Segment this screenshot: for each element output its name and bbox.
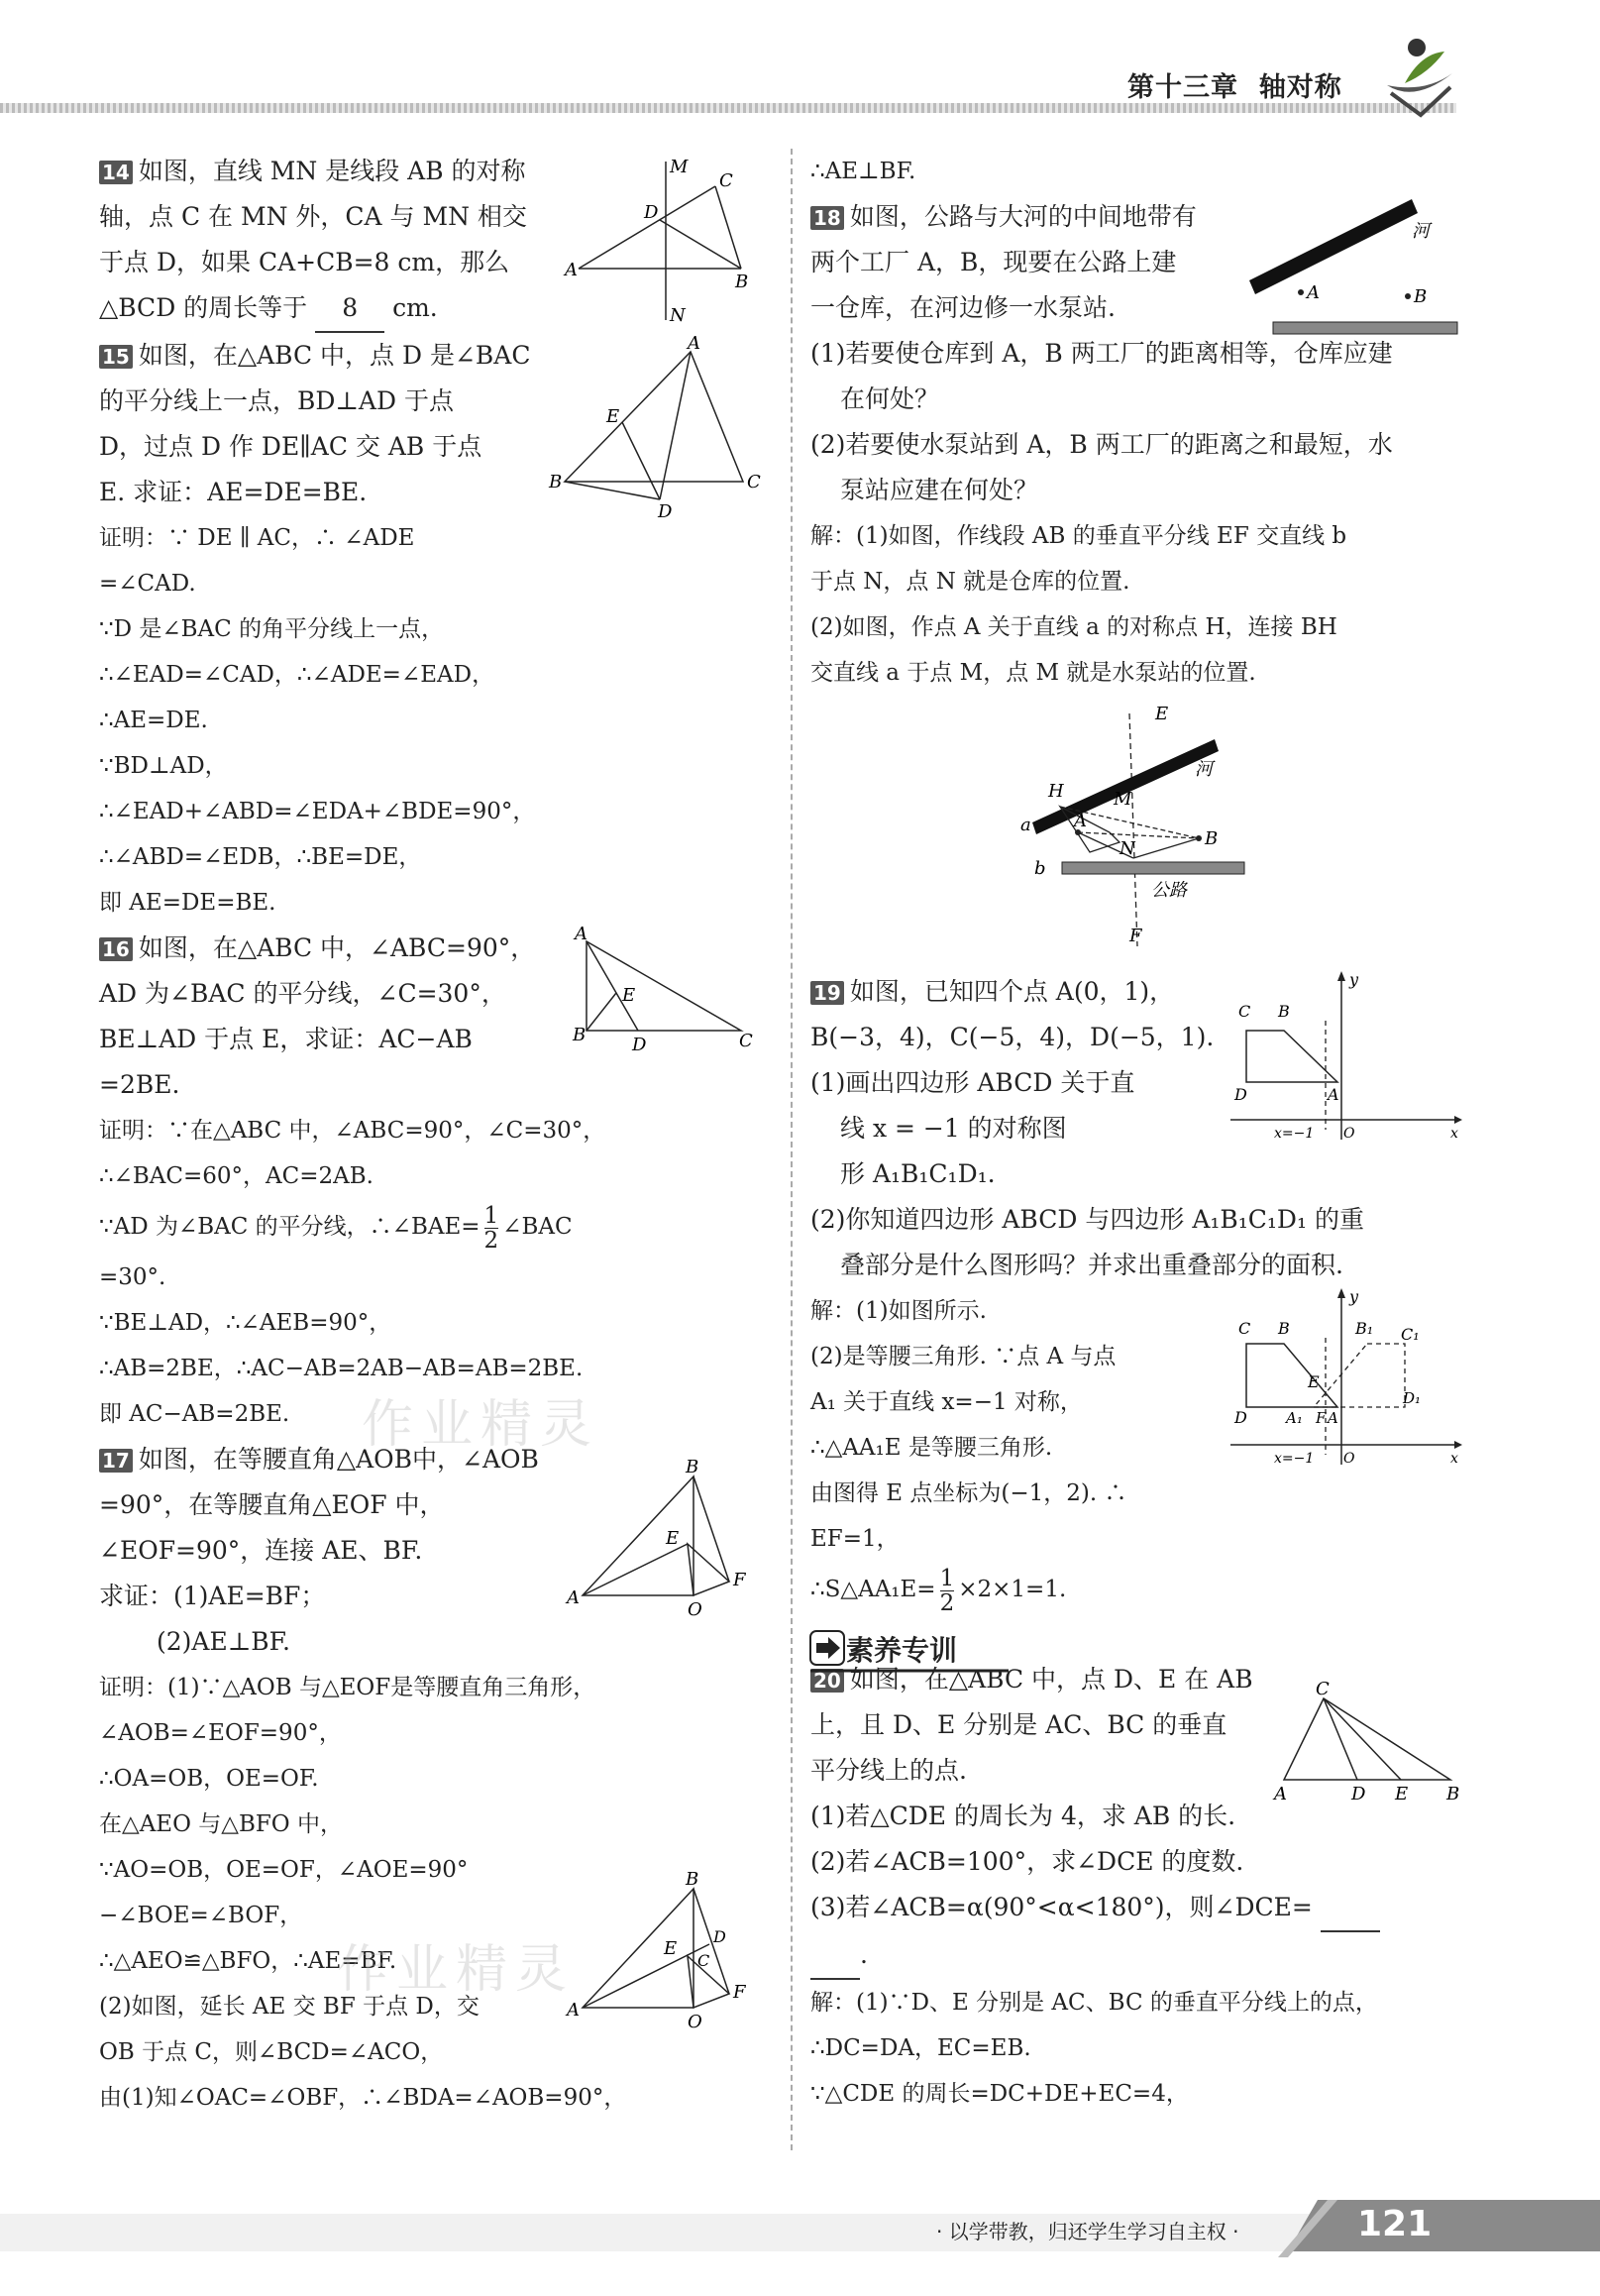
column-divider xyxy=(791,149,793,2150)
label-C: C xyxy=(739,1031,753,1051)
solution-line: ∴∠EAD+∠ABD=∠EDA+∠BDE=90°， xyxy=(99,799,536,824)
label-O: O xyxy=(1343,1451,1355,1467)
label-E: E xyxy=(1155,704,1169,724)
label-B: B xyxy=(1446,1784,1460,1804)
text-line: 于点 D，如果 CA+CB=8 cm，那么 xyxy=(99,248,510,276)
solution-line: ∠AOB=∠EOF=90°， xyxy=(99,1720,342,1746)
chapter-header xyxy=(1127,65,1342,104)
solution-line: ∴△AA₁E 是等腰三角形. xyxy=(810,1435,1053,1461)
text-line: 如图，在等腰直角△AOB中，∠AOB xyxy=(138,1445,539,1474)
figure-14 xyxy=(565,157,763,325)
label-C: C xyxy=(747,472,761,492)
figure-15 xyxy=(545,333,763,522)
text-line: AD 为∠BAC 的平分线，∠C=30°， xyxy=(99,979,506,1008)
label-x-eq: x=−1 xyxy=(1274,1451,1315,1467)
label-C1: C₁ xyxy=(1401,1325,1420,1344)
fraction xyxy=(484,1204,499,1253)
text-line: 叠部分是什么图形吗？并求出重叠部分的面积. xyxy=(840,1251,1343,1279)
text-line: 的平分线上一点，BD⊥AD 于点 xyxy=(99,386,454,415)
figure-20 xyxy=(1268,1679,1466,1804)
solution-line: ∠BAC xyxy=(502,1214,573,1240)
label-b: b xyxy=(1034,858,1046,879)
label-D: D xyxy=(644,202,659,223)
right-column: ∴AE⊥BF. 18 如图，公路与大河的中间地带有 两个工厂 A，B，现要在公路上建 一仓库，在河边修一水泵站. (1)若要使仓库到 A，B 两工厂的距离相等，仓库应建 在何处？ (2)若要使水泵站到 A，B 两工厂的距离之和最短，水 泵站应建在何处？ 解：(1)如图，作线段 AB 的垂直平分线 EF 交直线 b 于点 N，点 N 就是仓库的位置. (2)如图，作点 A 关于直线 a 的对称点 H，连接 BH 交直线 a 于点 M，点 M 就是水泵站的位置. 19 如图，已知四个点 A(0，1)， B(−3，4)，C(−5，4)，D(−5，1). (1)画出四边形 ABCD 关于直 线 x = −1 的对称图 形 A₁B₁C₁D₁. (2)你知道四边形 ABCD 与四边形 A₁B₁C₁D₁ 的重 叠部分是什么图形吗？并求出重叠部分的面积. 解：(1)如图所示. (2)是等腰三角形. ∵点 A 与点 A₁ 关于直线 x=−1 对称， ∴△AA₁E 是等腰三角形. 由图得 E 点坐标为(−1，2). ∴ EF=1， ∴S△AA₁E= $\frac{1}{2}$ ×2×1=1. 20 如图，在△ABC 中，点 D、E 在 AB 上，且 D、E 分别是 AC、BC 的垂直 平分线上的点. (1)若△CDE 的周长为 4，求 AB 的长. (2)若∠ACB=100°，求∠DCE 的度数. (3)若∠ACB=α(90°<α<180°)，则∠DCE= . 解：(1)∵D、E 分别是 AC、BC 的垂直平分线上的点， ∴DC=DA，EC=EB. ∵△CDE 的周长=DC+DE+EC=4， xyxy=(810,149,1464,2117)
label-H: H xyxy=(1048,781,1064,802)
label-F: F xyxy=(1316,1409,1327,1427)
label-A: A xyxy=(1074,811,1087,831)
label-D: D xyxy=(1351,1784,1366,1804)
solution-line: 证明：∵ DE ∥ AC，∴ ∠ADE xyxy=(99,525,415,551)
text-line: 如图，在△ABC 中，点 D、E 在 AB xyxy=(849,1665,1253,1694)
solution-line: ∵BE⊥AD，∴∠AEB=90°， xyxy=(99,1310,392,1336)
solution-line: 由(1)知∠OAC=∠OBF，∴∠BDA=∠AOB=90°， xyxy=(99,2085,627,2111)
label-O: O xyxy=(688,2012,702,2032)
label-a: a xyxy=(1020,815,1031,835)
solution-line: 在△AEO 与△BFO 中， xyxy=(99,1811,343,1837)
text-line: 一仓库，在河边修一水泵站. xyxy=(810,293,1116,322)
watermark: 作业精灵 xyxy=(362,1395,600,1455)
text-line: BE⊥AD 于点 E，求证：AC−AB xyxy=(99,1025,473,1053)
label-O: O xyxy=(1343,1126,1355,1142)
label-M: M xyxy=(1114,789,1132,810)
text-line: (1)若要使仓库到 A，B 两工厂的距离相等，仓库应建 xyxy=(810,339,1393,368)
section-header xyxy=(810,1625,1009,1671)
solution-line: ∵AO=OB，OE=OF，∠AOE=90° xyxy=(99,1857,469,1883)
label-B: B xyxy=(1205,828,1219,849)
solution-line: ∴AB=2BE，∴AC−AB=2AB−AB=AB=2BE. xyxy=(99,1356,584,1381)
text-line: 形 A₁B₁C₁D₁. xyxy=(840,1159,996,1188)
label-E: E xyxy=(666,1528,680,1549)
text-line: (2)你知道四边形 ABCD 与四边形 A₁B₁C₁D₁ 的重 xyxy=(810,1205,1364,1234)
text-line: 在何处？ xyxy=(840,384,940,413)
text-line: (2)若∠ACB=100°，求∠DCE 的度数. xyxy=(810,1847,1244,1876)
chapter-title: 轴对称 xyxy=(1258,72,1342,103)
solution-line: ∴DC=DA，EC=EB. xyxy=(810,2035,1031,2061)
label-B: B xyxy=(686,1869,699,1890)
text-line: 如图，在△ABC 中，点 D 是∠BAC xyxy=(138,341,531,370)
label-O: O xyxy=(688,1599,702,1620)
text-line: cm. xyxy=(392,293,438,322)
label-N: N xyxy=(1120,838,1135,859)
arrow-icon xyxy=(810,1631,844,1665)
numerator: 1 xyxy=(483,1202,499,1229)
label-F: F xyxy=(1129,926,1142,946)
text-line: 上，且 D、E 分别是 AC、BC 的垂直 xyxy=(810,1710,1227,1739)
label-river: 河 xyxy=(1412,221,1430,242)
solution-line: EF=1， xyxy=(810,1526,900,1552)
text-line: (1)若△CDE 的周长为 4，求 AB 的长. xyxy=(810,1802,1236,1830)
header-rule xyxy=(0,103,1456,113)
figure-19b xyxy=(1225,1288,1462,1467)
label-C: C xyxy=(1238,1002,1251,1021)
footer-slogan: · 以学带教，归还学生学习自主权 · xyxy=(936,2220,1239,2243)
label-A: A xyxy=(1328,1085,1339,1104)
solution-line: ∴△AEO≌△BFO，∴AE=BF. xyxy=(99,1948,397,1974)
solution-line: A₁ 关于直线 x=−1 对称， xyxy=(810,1389,1083,1415)
solution-line: 解：(1)如图所示. xyxy=(810,1298,987,1324)
text-line: 如图，直线 MN 是线段 AB 的对称 xyxy=(138,157,526,185)
text-line: 求证：(1)AE=BF； xyxy=(99,1582,326,1610)
text-line: (2)若要使水泵站到 A，B 两工厂的距离之和最短，水 xyxy=(810,430,1393,459)
text-line: E. 求证：AE=DE=BE. xyxy=(99,478,368,506)
label-F: F xyxy=(733,1570,746,1590)
label-x-eq: x=−1 xyxy=(1274,1126,1315,1142)
question-number: 15 xyxy=(99,345,133,369)
label-B: B xyxy=(1278,1002,1290,1021)
text-line: 如图，已知四个点 A(0，1)， xyxy=(849,977,1175,1006)
book-leaf-logo-icon xyxy=(1385,34,1454,117)
numerator: 1 xyxy=(939,1565,955,1591)
solution-line: =∠CAD. xyxy=(99,571,196,597)
question-number: 16 xyxy=(99,937,133,961)
label-D: D xyxy=(713,1927,726,1946)
label-C: C xyxy=(697,1951,710,1970)
solution-line: ∴∠EAD=∠CAD，∴∠ADE=∠EAD， xyxy=(99,662,495,688)
figure-18 xyxy=(1243,193,1466,347)
solution-line: ∵AD 为∠BAC 的平分线，∴∠BAE= xyxy=(99,1214,480,1240)
label-D: D xyxy=(1234,1085,1247,1104)
solution-line: ∴S△AA₁E= xyxy=(810,1577,936,1602)
label-B: B xyxy=(686,1457,699,1477)
label-B: B xyxy=(1414,286,1428,307)
text-line: B(−3，4)，C(−5，4)，D(−5，1). xyxy=(810,1023,1215,1051)
label-A: A xyxy=(565,260,578,280)
answer-blank xyxy=(810,1932,860,1980)
solution-line: 即 AE=DE=BE. xyxy=(99,890,276,916)
figure-16 xyxy=(573,924,771,1055)
label-E: E xyxy=(1395,1784,1409,1804)
label-B: B xyxy=(1278,1319,1290,1338)
text-line: △BCD 的周长等于 xyxy=(99,293,308,322)
text-line: 泵站应建在何处？ xyxy=(840,476,1039,504)
solution-line: (2)如图，作点 A 关于直线 a 的对称点 H，连接 BH xyxy=(810,614,1337,640)
denominator: 2 xyxy=(483,1227,499,1254)
chapter-number: 第十三章 xyxy=(1127,72,1238,103)
label-C: C xyxy=(1238,1319,1251,1338)
text-line: 平分线上的点. xyxy=(810,1756,967,1785)
solution-line: ∴∠ABD=∠EDB，∴BE=DE， xyxy=(99,844,422,870)
figure-17 xyxy=(565,1457,763,1620)
text-line: =2BE. xyxy=(99,1070,180,1099)
denominator: 2 xyxy=(939,1589,955,1616)
label-B: B xyxy=(549,472,563,492)
solution-line: (2)如图，延长 AE 交 BF 于点 D，交 xyxy=(99,1994,480,2020)
solution-line: 证明：∵在△ABC 中，∠ABC=90°，∠C=30°， xyxy=(99,1118,606,1144)
page-number: 121 xyxy=(1357,2204,1433,2244)
label-A: A xyxy=(1307,282,1320,303)
question-number: 19 xyxy=(810,981,844,1005)
text-line: 两个工厂 A，B，现要在公路上建 xyxy=(810,248,1177,276)
text-line: (3)若∠ACB=α(90°<α<180°)，则∠DCE= xyxy=(810,1893,1313,1921)
label-C: C xyxy=(1316,1679,1330,1699)
label-B: B xyxy=(573,1025,587,1045)
text-line: =90°，在等腰直角△EOF 中， xyxy=(99,1490,445,1519)
solution-line: OB 于点 C，则∠BCD=∠ACO， xyxy=(99,2039,444,2065)
label-E: E xyxy=(622,985,636,1006)
solution-line: 即 AC−AB=2BE. xyxy=(99,1401,290,1427)
text-line: (2)AE⊥BF. xyxy=(157,1627,290,1656)
question-number: 17 xyxy=(99,1449,133,1473)
section-underline xyxy=(810,1669,1009,1675)
label-A: A xyxy=(567,2000,580,2021)
solution-line: 证明：(1)∵△AOB 与△EOF是等腰直角三角形， xyxy=(99,1675,596,1700)
solution-line: 由图得 E 点坐标为(−1，2). ∴ xyxy=(810,1480,1127,1506)
label-C: C xyxy=(719,170,733,191)
label-D: D xyxy=(658,501,673,522)
solution-line: ∴AE⊥BF. xyxy=(810,159,916,184)
question-number: 14 xyxy=(99,161,133,184)
label-E: E xyxy=(606,406,620,427)
solution-line: −∠BOE=∠BOF， xyxy=(99,1903,303,1928)
label-B: B xyxy=(735,272,749,292)
label-x: x xyxy=(1450,1126,1458,1142)
label-A: A xyxy=(575,924,587,944)
text-line: (1)画出四边形 ABCD 关于直 xyxy=(810,1068,1135,1097)
label-F: F xyxy=(733,1982,746,2003)
question-number: 20 xyxy=(810,1669,844,1693)
solution-line: =30°. xyxy=(99,1264,166,1290)
solution-line: ∴AE=DE. xyxy=(99,708,208,733)
label-E: E xyxy=(664,1938,678,1959)
text-line: 线 x = −1 的对称图 xyxy=(840,1114,1067,1143)
solution-line: ∵BD⊥AD， xyxy=(99,753,228,779)
solution-line: 解：(1)∵D、E 分别是 AC、BC 的垂直平分线上的点， xyxy=(810,1990,1378,2016)
solution-line: ∴∠BAC=60°，AC=2AB. xyxy=(99,1163,373,1189)
section-title: 素养专训 xyxy=(846,1634,958,1667)
fraction xyxy=(940,1567,955,1615)
question-number: 18 xyxy=(810,206,844,230)
label-river: 河 xyxy=(1195,759,1213,780)
label-N: N xyxy=(670,305,686,326)
solution-line: 于点 N，点 N 就是仓库的位置. xyxy=(810,569,1130,595)
label-D1: D₁ xyxy=(1403,1389,1422,1407)
text-line: ∠EOF=90°，连接 AE、BF. xyxy=(99,1536,423,1565)
solution-line: (2)是等腰三角形. ∵点 A 与点 xyxy=(810,1344,1117,1369)
label-road: 公路 xyxy=(1151,880,1187,901)
label-y: y xyxy=(1349,1287,1359,1306)
solution-line: 解：(1)如图，作线段 AB 的垂直平分线 EF 交直线 b xyxy=(810,523,1347,549)
solution-line: ∴OA=OB，OE=OF. xyxy=(99,1766,319,1792)
text-line: 如图，公路与大河的中间地带有 xyxy=(849,202,1197,231)
answer-blank: 8 xyxy=(315,285,384,333)
label-A: A xyxy=(567,1587,580,1608)
figure-17b xyxy=(565,1869,763,2032)
label-y: y xyxy=(1349,970,1359,989)
label-A: A xyxy=(688,333,700,354)
label-A: A xyxy=(1328,1409,1338,1427)
text-line: 轴，点 C 在 MN 外，CA 与 MN 相交 xyxy=(99,202,527,231)
figure-18b xyxy=(1020,704,1258,951)
solution-line: 交直线 a 于点 M，点 M 就是水泵站的位置. xyxy=(810,660,1256,686)
label-D: D xyxy=(632,1035,647,1055)
label-M: M xyxy=(670,157,689,177)
text-line: 如图，在△ABC 中，∠ABC=90°， xyxy=(138,933,536,962)
figure-19 xyxy=(1225,971,1462,1140)
text-line: D，过点 D 作 DE∥AC 交 AB 于点 xyxy=(99,432,482,461)
answer-blank xyxy=(1321,1885,1380,1932)
solution-line: ×2×1=1. xyxy=(958,1577,1067,1602)
solution-line: ∵D 是∠BAC 的角平分线上一点， xyxy=(99,616,445,642)
label-A: A xyxy=(1274,1784,1287,1804)
label-B1: B₁ xyxy=(1355,1319,1374,1338)
label-x: x xyxy=(1450,1451,1458,1467)
watermark: 作业精灵 xyxy=(337,1940,576,2000)
solution-line: ∵△CDE 的周长=DC+DE+EC=4， xyxy=(810,2081,1189,2107)
label-A1: A₁ xyxy=(1286,1409,1303,1427)
label-E: E xyxy=(1308,1372,1320,1391)
label-D: D xyxy=(1234,1408,1247,1427)
